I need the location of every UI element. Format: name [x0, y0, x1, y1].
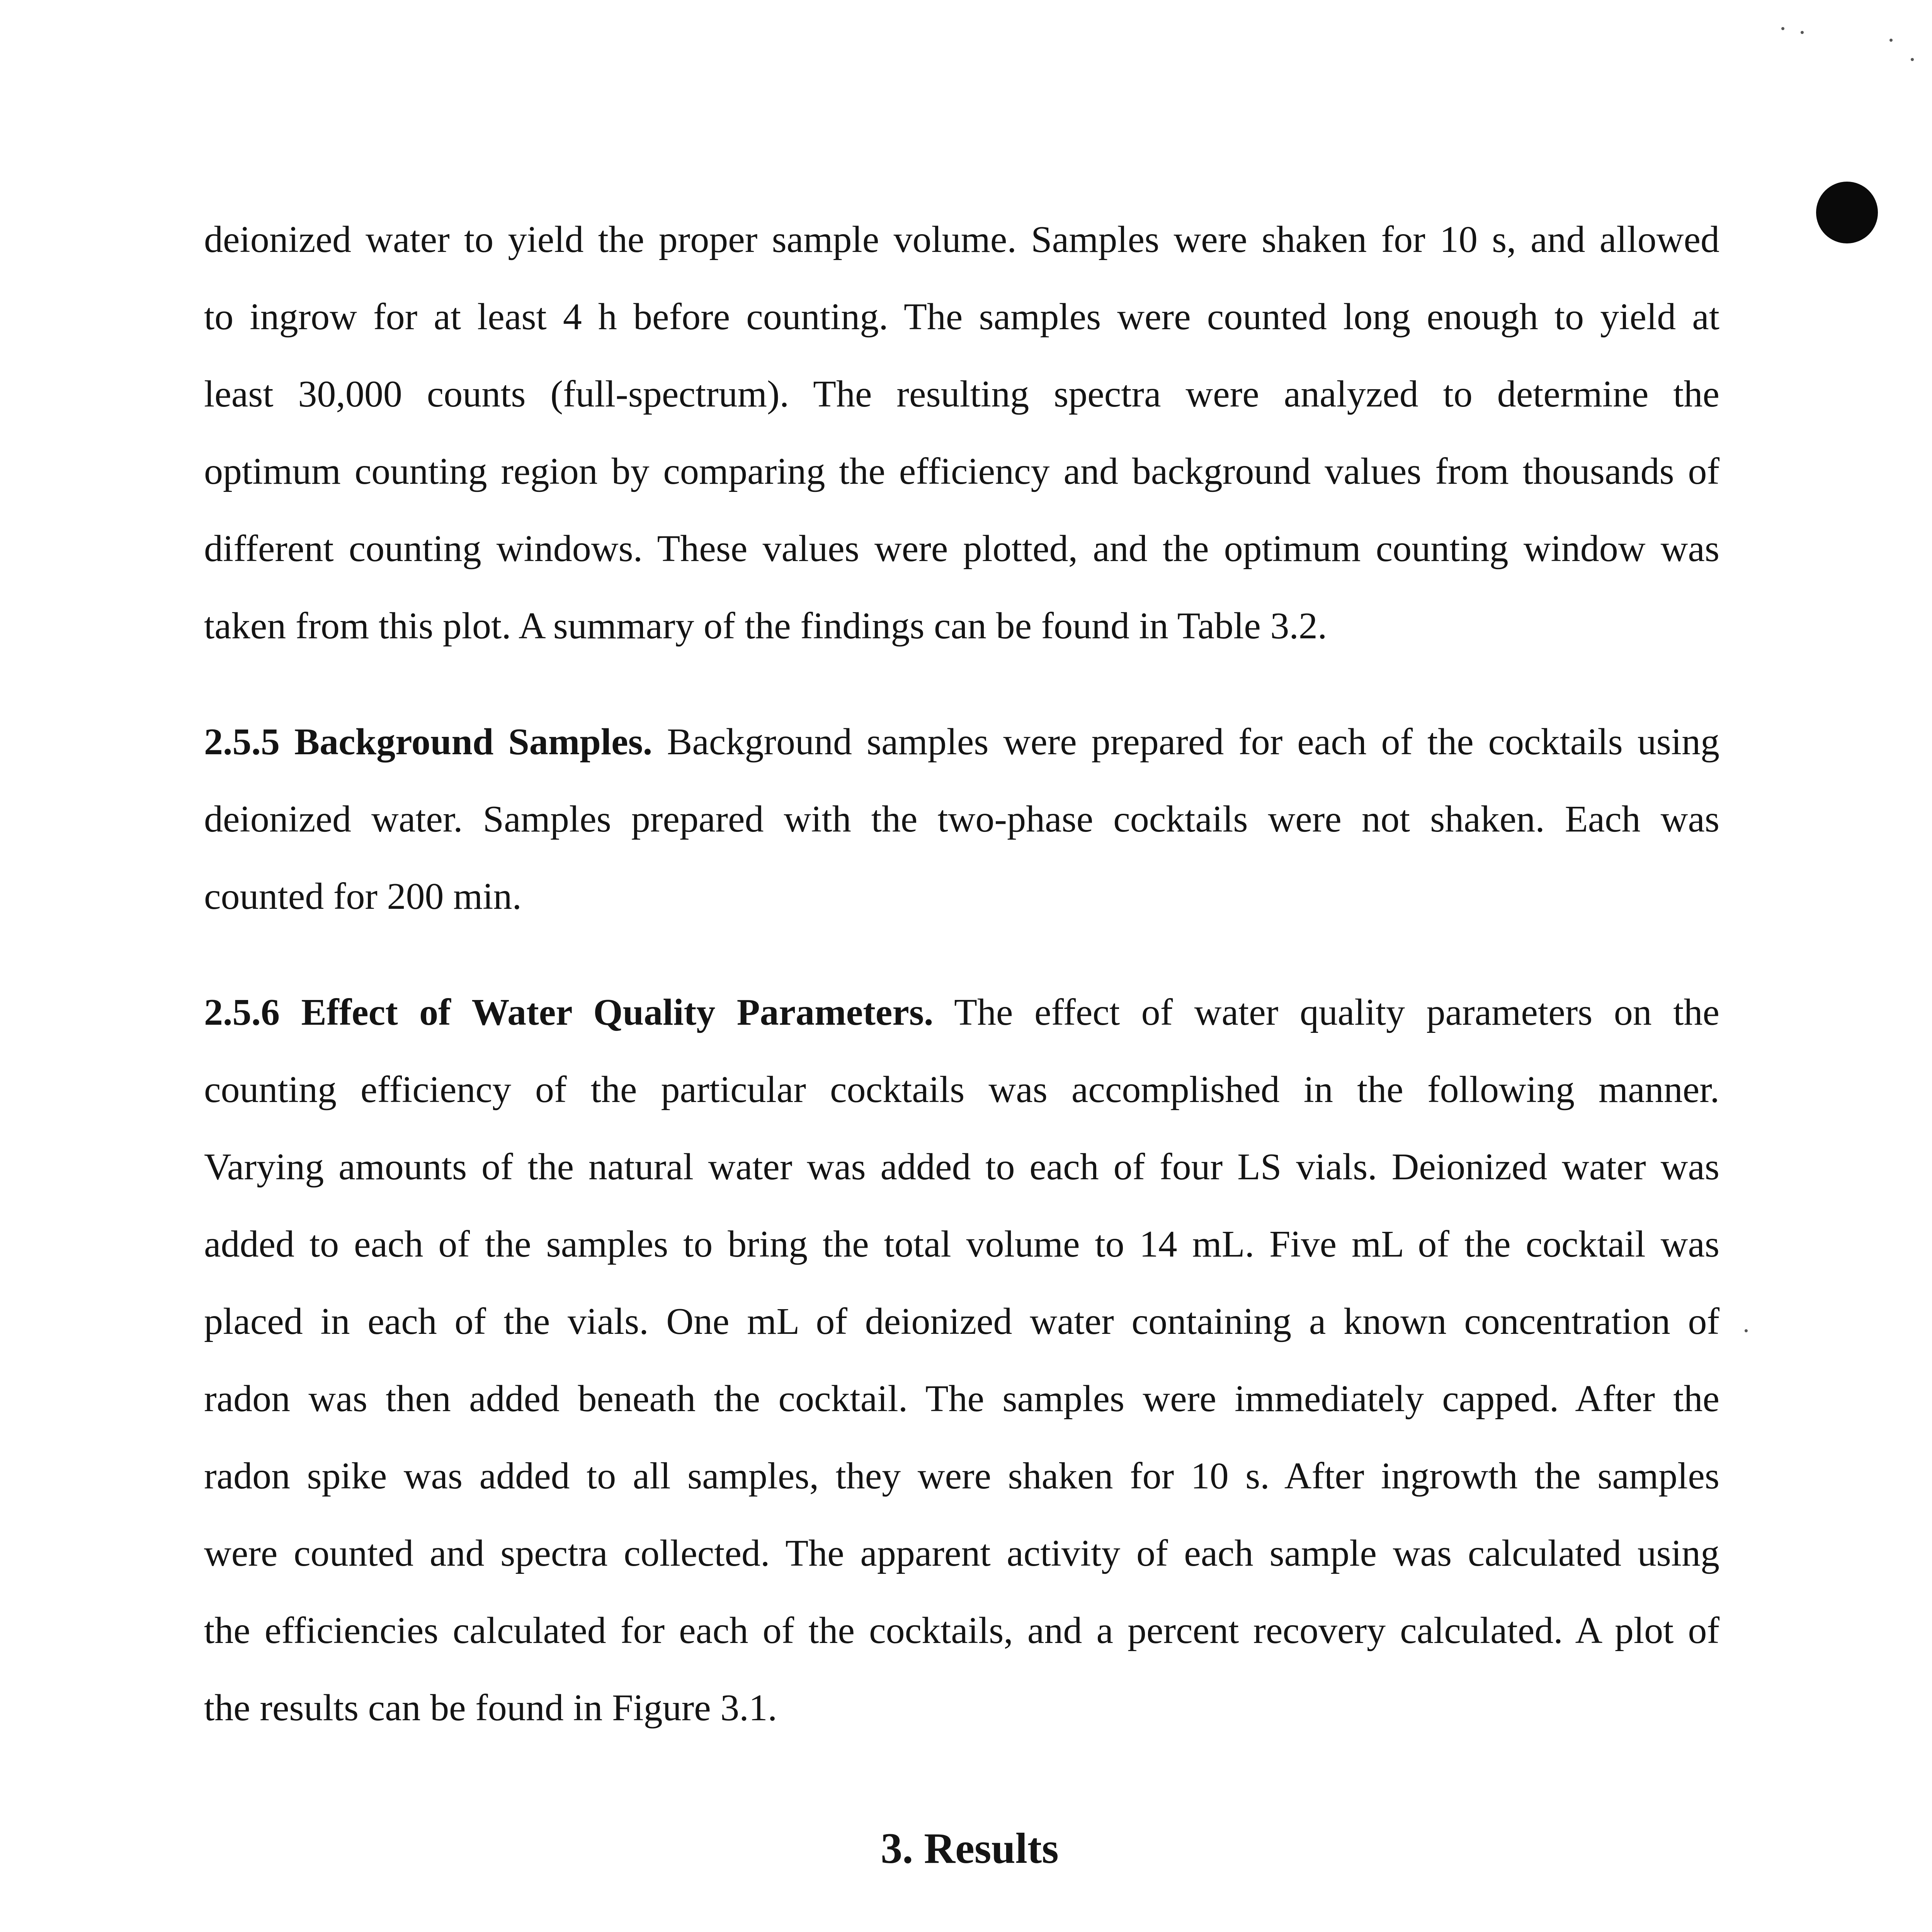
text-line: Varying amounts of the natural water was added to each of four LS vials. Deionized water was: [204, 1146, 1719, 1188]
text-line: placed in each of the vials. One mL of deionized water containing a known concentration of: [204, 1301, 1719, 1342]
text-line: deionized water. Samples prepared with the two-phase cocktails were not shaken. Each was: [204, 798, 1719, 840]
text-line: the results can be found in Figure 3.1.: [204, 1687, 777, 1729]
paragraph-sample-counting: [204, 201, 1719, 665]
text-line: [204, 974, 1719, 1051]
text-run: The effect of water quality parameters on the: [933, 992, 1719, 1033]
text-line: optimum counting region by comparing the efficiency and background values from thousands of: [204, 451, 1719, 492]
section-heading-2-5-6: 2.5.6 Effect of Water Quality Parameters.: [204, 992, 934, 1033]
punch-hole-icon: [1816, 182, 1878, 243]
text-line: the efficiencies calculated for each of the cocktails, and a percent recovery calculated. A plot of: [204, 1610, 1719, 1651]
text-run: Background samples were prepared for each of the cocktails using: [652, 721, 1719, 763]
text-line: [204, 703, 1719, 781]
section-heading-2-5-5: 2.5.5 Background Samples.: [204, 721, 653, 763]
results-heading: 3. Results: [881, 1825, 1059, 1872]
text-line: radon spike was added to all samples, they were shaken for 10 s. After ingrowth the samples: [204, 1455, 1719, 1497]
text-line: counted for 200 min.: [204, 876, 522, 917]
section-2-5-6: [204, 974, 1719, 1747]
text-line: radon was then added beneath the cocktail. The samples were immediately capped. After the: [204, 1378, 1719, 1420]
text-line: deionized water to yield the proper sample volume. Samples were shaken for 10 s, and allowed: [204, 219, 1719, 260]
scan-speck: [1911, 58, 1914, 61]
scan-speck: [1889, 39, 1893, 42]
text-line: taken from this plot. A summary of the findings can be found in Table 3.2.: [204, 605, 1327, 647]
text-line: to ingrow for at least 4 h before counting. The samples were counted long enough to yield at: [204, 296, 1719, 338]
text-line: least 30,000 counts (full-spectrum). The resulting spectra were analyzed to determine the: [204, 373, 1719, 415]
text-line: were counted and spectra collected. The apparent activity of each sample was calculated using: [204, 1532, 1719, 1574]
scan-speck: [1781, 27, 1784, 30]
text-line: added to each of the samples to bring the total volume to 14 mL. Five mL of the cocktail was: [204, 1223, 1719, 1265]
text-line: different counting windows. These values were plotted, and the optimum counting window was: [204, 528, 1719, 570]
scan-speck: [1745, 1329, 1748, 1332]
text-line: counting efficiency of the particular cocktails was accomplished in the following manner.: [204, 1069, 1719, 1111]
section-2-5-5: [204, 703, 1719, 935]
scan-speck: [1801, 31, 1804, 34]
